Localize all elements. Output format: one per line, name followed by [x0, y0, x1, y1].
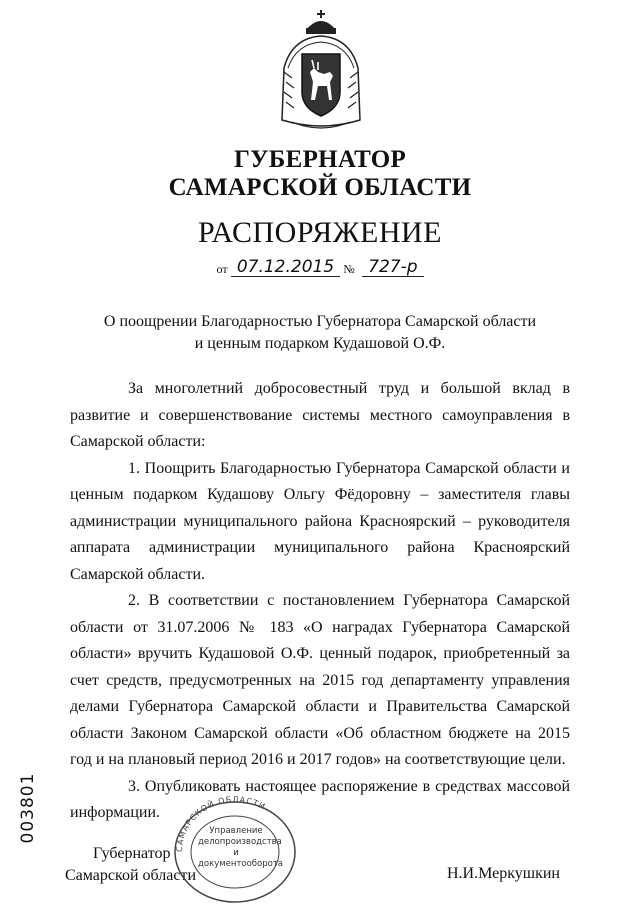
stamp-line3: и документооборота	[198, 848, 283, 869]
date-from-label: от	[216, 262, 228, 276]
signatory-position-line1: Губернатор	[93, 845, 171, 862]
date-number-line	[0, 258, 640, 282]
handwritten-date: 07.12.2015	[231, 258, 340, 277]
stamp-center-text	[198, 826, 283, 870]
issuer-title-line1: ГУБЕРНАТОР	[233, 146, 407, 173]
registration-number	[8, 770, 48, 850]
signatory-position-line2: Самарской области	[65, 867, 196, 884]
registration-number-text: 003801	[18, 772, 38, 844]
body-item-3: 3. Опубликовать настоящее распоряжение в средствах массовой информации.	[70, 777, 570, 821]
stamp-line2: делопроизводства	[198, 837, 282, 847]
office-stamp	[168, 792, 302, 904]
body-preamble: За многолетний добросовестный труд и большой вклад в развитие и совершенствование системы местного самоуправления в Самарской области:	[70, 380, 570, 450]
number-label: №	[343, 262, 355, 276]
subject-line2: и ценным подарком Кудашовой О.Ф.	[194, 335, 446, 352]
document-type: РАСПОРЯЖЕНИЕ	[197, 216, 443, 249]
handwritten-number: 727-р	[362, 258, 423, 277]
document-body	[70, 376, 570, 827]
body-item-1: 1. Поощрить Благодарностью Губернатора Самарской области и ценным подарком Кудашову Ольгу Фёдоровну – заместителя главы администрации муниципального района Красноярский – руководителя аппарата администрации муниципального района Красноярский Самарской области.	[70, 459, 570, 583]
coat-of-arms-emblem	[278, 8, 364, 136]
body-item-2: 2. В соответствии с постановлением Губернатора Самарской области от 31.07.2006 № 183 «О наградах Губернатора Самарской области» вручить Кудашовой О.Ф. ценный подарок, приобретенный за счет средств, предусмотренных на 2015 год департаменту управления делами Губернатора Самарской области и Правительства Самарской области Законом Самарской области «Об областном бюджете на 2015 год и на плановый период 2016 и 2017 годов» на соответствующие цели.	[70, 592, 570, 768]
stamp-ring-text: САМАРСКОЙ ОБЛАСТИ	[174, 794, 268, 853]
issuer-title-line2: САМАРСКОЙ ОБЛАСТИ	[168, 174, 472, 201]
signatory-name: Н.И.Меркушкин	[447, 865, 560, 882]
document-subject	[60, 311, 580, 355]
stamp-line1: Управление	[209, 826, 263, 836]
subject-line1: О поощрении Благодарностью Губернатора Самарской области	[103, 313, 537, 330]
